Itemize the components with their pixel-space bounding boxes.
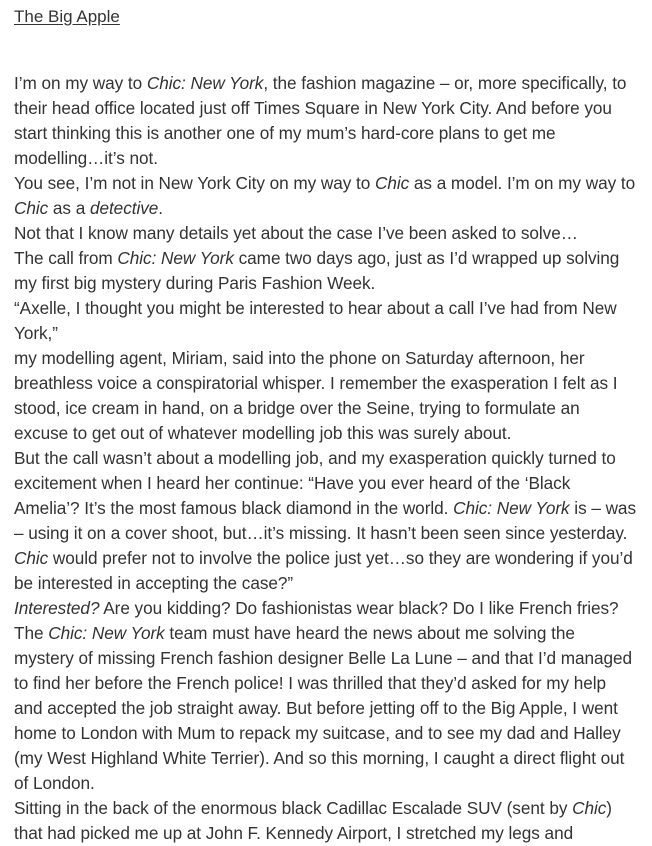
italic-text: Interested? [14, 598, 100, 618]
italic-text: Chic [375, 173, 410, 193]
italic-text: detective [89, 198, 159, 218]
chapter-body [14, 71, 638, 846]
italic-text: Chic [14, 548, 49, 568]
text-run: team must have heard the news about me solving the mystery of missing French fashion designer Belle La Lune – and that I’d managed to find her before the French police! I was thrilled that they’d asked for my help and accepted the job straight away. But before jetting off to the Big Apple, I went home to London with Mum to repack my suitcase, and to see my dad and Halley (my West Highland White Terrier). And so this morning, I caught a direct flight out of London. [14, 623, 633, 793]
text-run: came two days ago, just as I’d wrapped up solving my first big mystery during Paris Fashion Week. [14, 248, 620, 293]
text-run: I’m on my way to [14, 73, 147, 93]
text-run: is – was – using it on a cover shoot, but…it’s missing. It hasn’t been seen since yesterday. [14, 498, 636, 543]
paragraph [14, 446, 638, 596]
text-run: my modelling agent, Miriam, said into the phone on Saturday afternoon, her breathless voice a conspiratorial whisper. I remember the exasperation I felt as I stood, ice cream in hand, on a bridge over the Seine, trying to formulate an excuse to get out of whatever modelling job this was surely about. [14, 348, 618, 443]
text-run: , the fashion magazine – or, more specifically, to their head office located just off Times Square in New York City. And before you start thinking this is another one of my mum’s hard-core plans to get me modelling…it’s not. [14, 73, 627, 168]
text-run: as a model. I’m on my way to [409, 173, 636, 193]
text-run: ) that had picked me up at John F. Kennedy Airport, I stretched my legs and [14, 798, 612, 843]
italic-text: Chic [572, 798, 607, 818]
paragraph [14, 246, 638, 296]
paragraph [14, 296, 638, 346]
italic-text: Chic: New York [146, 73, 264, 93]
text-run: Not that I know many details yet about the case I’ve been asked to solve… [14, 223, 578, 243]
text-run: “Axelle, I thought you might be interested to hear about a call I’ve had from New York,” [14, 298, 617, 343]
text-run: would prefer not to involve the police just yet…so they are wondering if you’d be interested in accepting the case?” [14, 548, 633, 593]
italic-text: Chic: New York [117, 248, 234, 268]
paragraph [14, 71, 638, 171]
italic-text: Chic [14, 198, 49, 218]
paragraph [14, 221, 638, 246]
text-run: You see, I’m not in New York City on my way to [14, 173, 375, 193]
text-run: . [158, 198, 164, 218]
text-run: The call from [14, 248, 118, 268]
text-run: Are you kidding? Do fashionistas wear black? Do I like French fries? The [14, 598, 619, 643]
text-run: as a [48, 198, 90, 218]
paragraph [14, 596, 638, 796]
italic-text: Chic: New York [453, 498, 570, 518]
italic-text: Chic: New York [48, 623, 165, 643]
paragraph [14, 171, 638, 221]
chapter-title-link[interactable]: The Big Apple [14, 7, 120, 26]
text-run: But the call wasn’t about a modelling job, and my exasperation quickly turned to excitement when I heard her continue: “Have you ever heard of the ‘Black Amelia’? It’s the most famous black diamond in the world. [14, 448, 616, 518]
paragraph [14, 796, 638, 846]
paragraph [14, 346, 638, 446]
text-run: Sitting in the back of the enormous black Cadillac Escalade SUV (sent by [14, 798, 573, 818]
